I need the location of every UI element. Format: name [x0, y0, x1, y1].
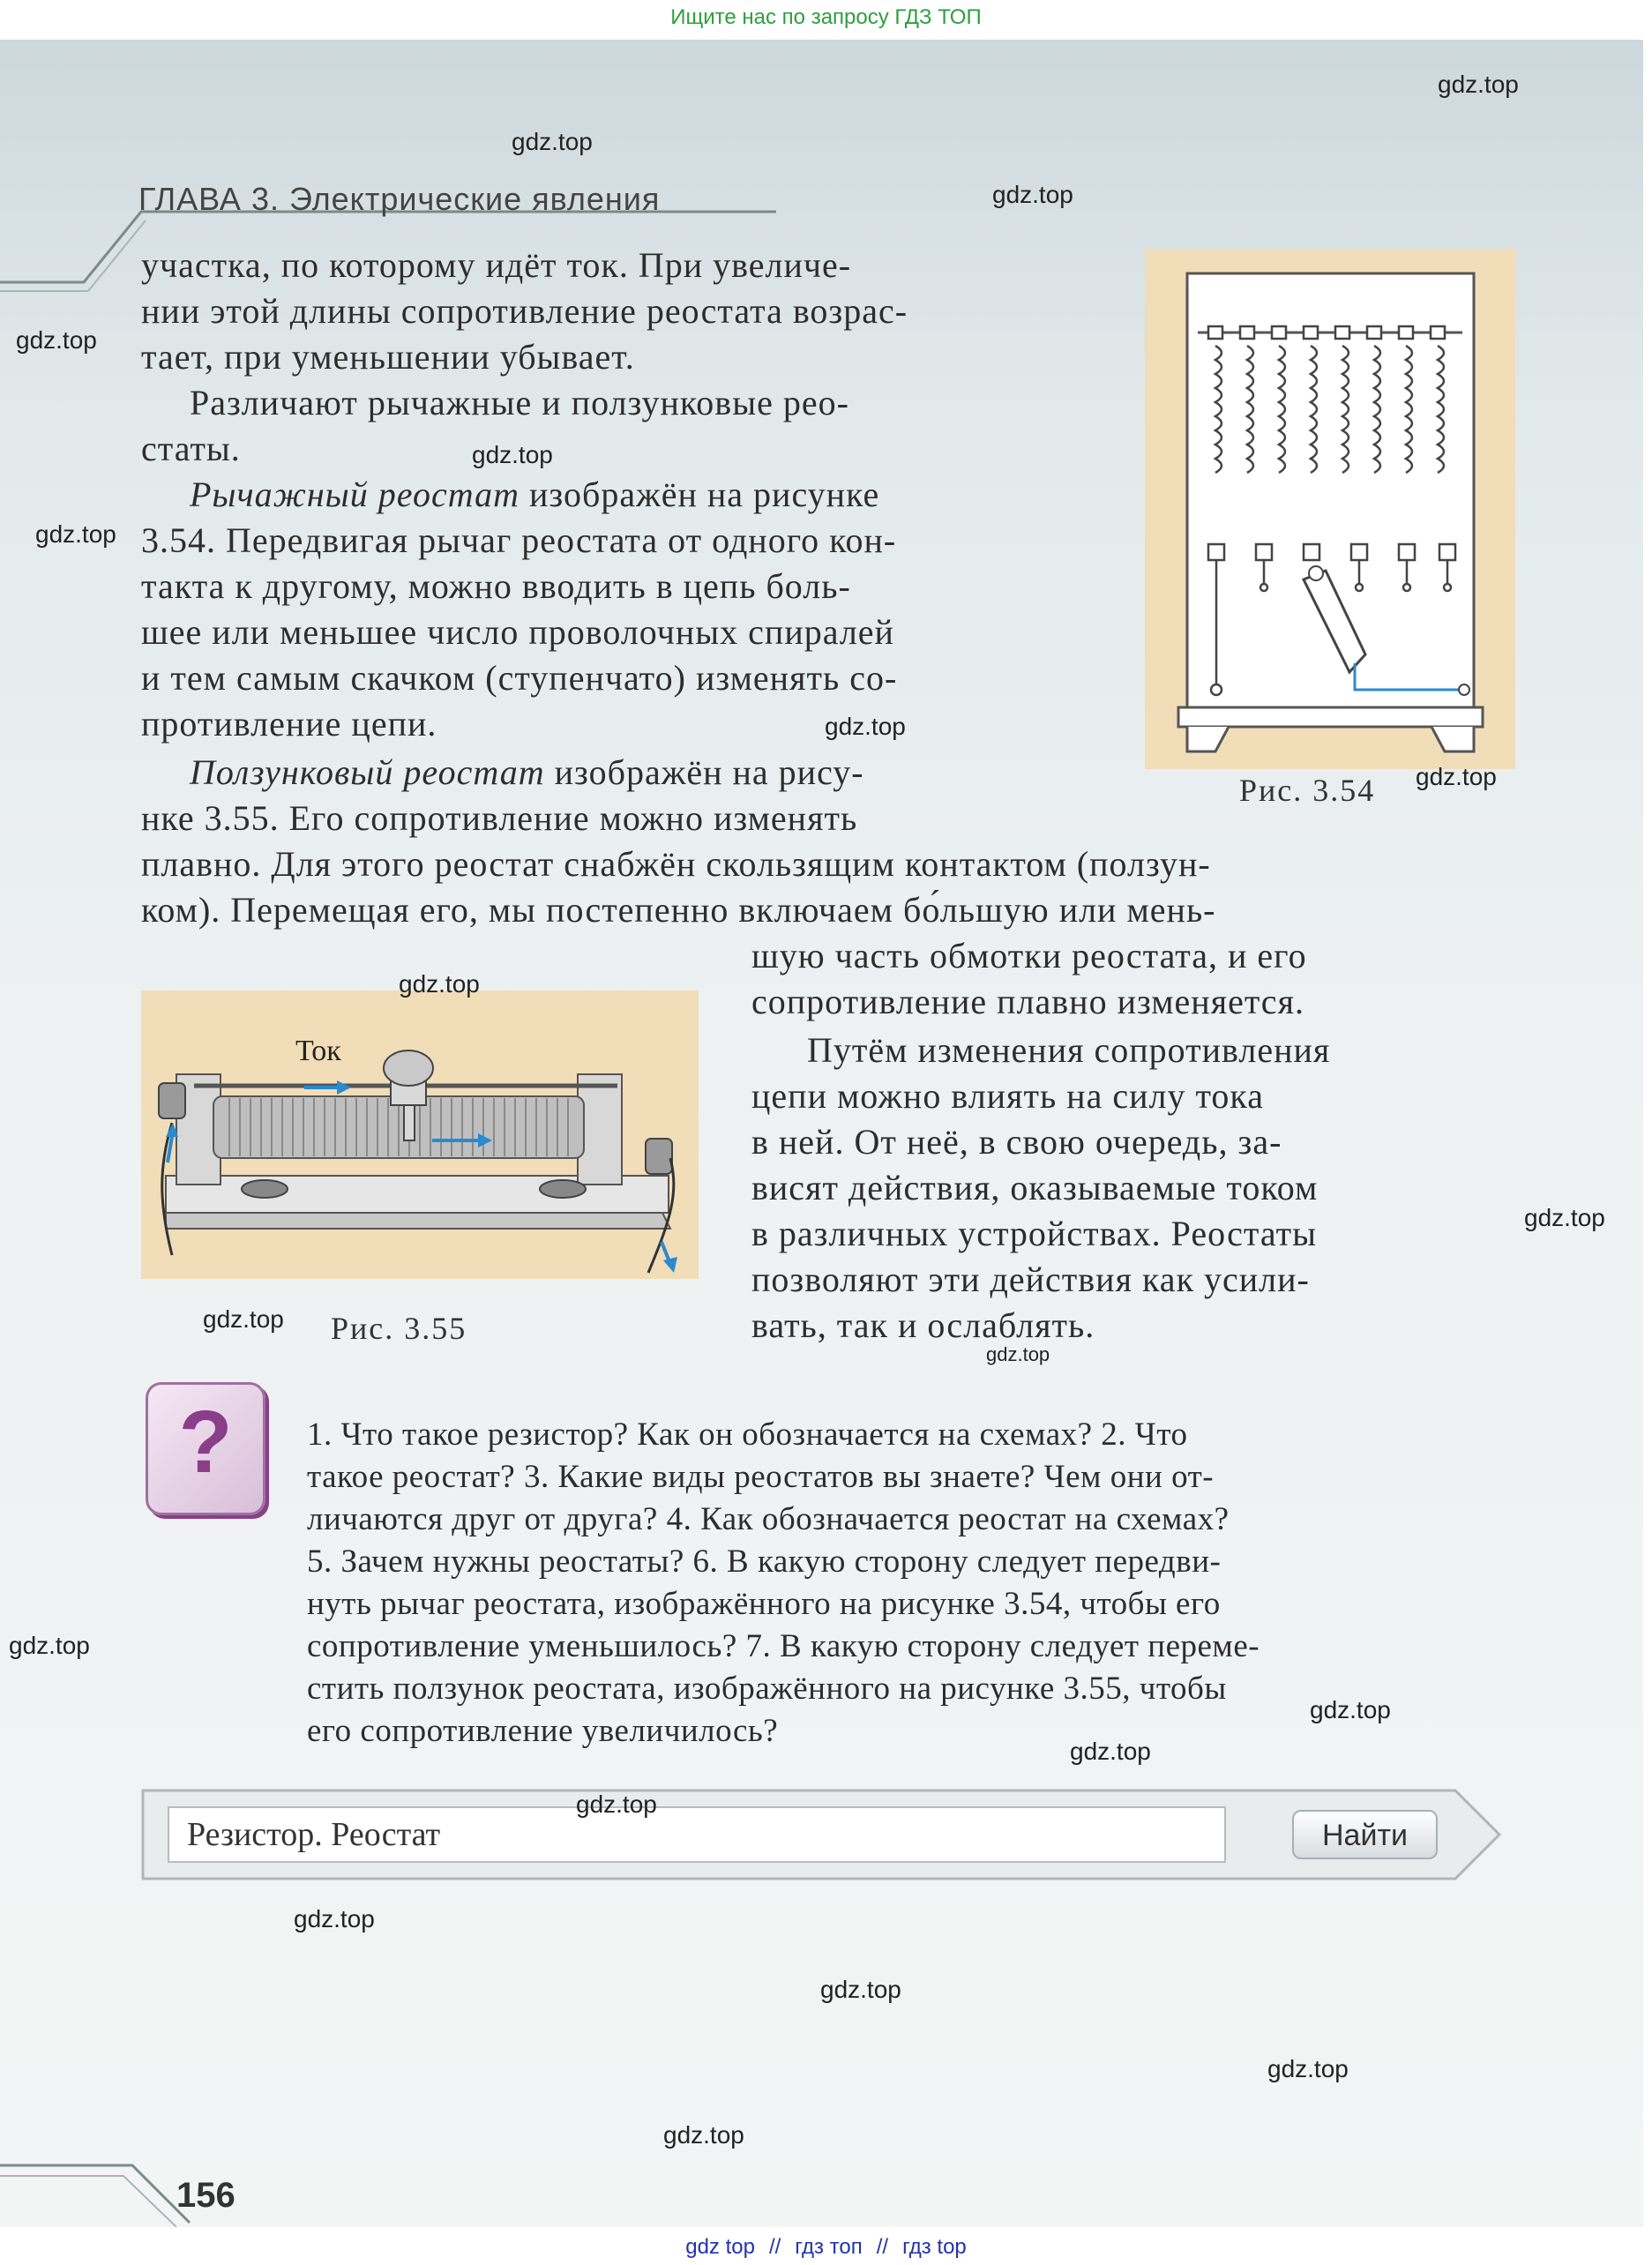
text-line: шее или меньшее число проволочных спиралей [141, 612, 894, 652]
link-gdz-top-mixed[interactable]: гдз top [902, 2235, 967, 2259]
text-line: нии этой длины сопротивление реостата возрас- [141, 291, 908, 331]
text-line: в ней. От неё, в свою очередь, за- [751, 1122, 1282, 1162]
link-gdz-top-ru[interactable]: гдз топ [795, 2235, 863, 2259]
chapter-header: ГЛАВА 3. Электрические явления [138, 181, 661, 217]
text-line [190, 750, 864, 796]
figure-3-55 [141, 990, 699, 1279]
text-line [190, 472, 879, 518]
question-line: стить ползунок реостата, изображённого на рисунке 3.55, чтобы [307, 1671, 1227, 1707]
question-line: личаются друг от друга? 4. Как обозначается реостат на схемах? [307, 1501, 1230, 1537]
text-line: статы. [141, 429, 241, 468]
watermark: gdz.top [576, 1790, 657, 1818]
watermark: gdz.top [992, 181, 1073, 208]
watermark: gdz.top [820, 1976, 901, 2003]
link-gdz-top[interactable]: gdz top [685, 2235, 755, 2259]
search-input[interactable]: Резистор. Реостат [168, 1806, 1226, 1863]
figure-3-55-caption: Рис. 3.55 [331, 1311, 467, 1346]
text-line: Путём изменения сопротивления [807, 1030, 1331, 1070]
question-line: сопротивление уменьшилось? 7. В какую сторону следует переме- [307, 1628, 1260, 1664]
watermark: gdz.top [663, 2121, 744, 2149]
watermark: gdz.top [399, 970, 480, 998]
text-line: цепи можно влиять на силу тока [751, 1076, 1264, 1116]
text-line: участка, по которому идёт ток. При увеличе- [141, 245, 852, 285]
textbook-page [0, 40, 1643, 2227]
watermark: gdz.top [825, 713, 906, 740]
text-span: изображён на рису- [544, 752, 864, 792]
link-separator: // [876, 2235, 889, 2259]
text-line: тает, при уменьшении убывает. [141, 337, 635, 377]
text-line: и тем самым скачком (ступенчато) изменять со- [141, 658, 898, 698]
text-line: плавно. Для этого реостат снабжён скользящим контактом (ползун- [141, 844, 1211, 884]
question-line: такое реостат? 3. Какие виды реостатов вы знаете? Чем они от- [307, 1459, 1215, 1495]
question-icon-box [146, 1382, 265, 1515]
watermark: gdz.top [512, 128, 593, 155]
text-line: нке 3.55. Его сопротивление можно изменять [141, 798, 858, 838]
link-separator: // [768, 2235, 781, 2259]
text-line: противление цепи. [141, 704, 437, 744]
question-line: его сопротивление увеличилось? [307, 1713, 779, 1749]
top-banner: Ищите нас по запросу ГДЗ ТОП [670, 5, 982, 29]
question-line: нуть рычаг реостата, изображённого на рисунке 3.54, чтобы его [307, 1586, 1221, 1622]
watermark: gdz.top [1070, 1738, 1151, 1765]
question-mark-icon: ? [178, 1393, 233, 1491]
text-line: в различных устройствах. Реостаты [751, 1214, 1317, 1253]
watermark: gdz.top [1438, 71, 1519, 98]
lever-rheostat-illustration [1145, 249, 1515, 769]
term-lever-rheostat: Рычажный реостат [190, 475, 520, 514]
text-line: 3.54. Передвигая рычаг реостата от одного кон- [141, 520, 897, 560]
text-line: ком). Перемещая его, мы постепенно включаем бо́льшую или мень- [141, 890, 1216, 930]
text-line: сопротивление плавно изменяется. [751, 982, 1304, 1021]
text-line: висят действия, оказываемые током [751, 1168, 1319, 1207]
question-line: 1. Что такое резистор? Как он обозначается на схемах? 2. Что [307, 1417, 1188, 1453]
watermark: gdz.top [1267, 2055, 1349, 2082]
text-line: такта к другому, можно вводить в цепь боль- [141, 566, 851, 606]
watermark: gdz.top [9, 1632, 90, 1659]
watermark: gdz.top [1524, 1204, 1605, 1231]
search-button[interactable]: Найти [1292, 1810, 1438, 1859]
watermark: gdz.top [16, 326, 97, 354]
question-line: 5. Зачем нужны реостаты? 6. В какую сторону следует передви- [307, 1544, 1222, 1580]
current-label: Ток [295, 1035, 341, 1067]
text-line: Различают рычажные и ползунковые рео- [190, 383, 849, 422]
watermark: gdz.top [1416, 763, 1497, 790]
text-span: изображён на рисунке [520, 475, 880, 514]
watermark: gdz.top [203, 1305, 284, 1333]
text-line: вать, так и ослаблять. [751, 1305, 1095, 1345]
page-number: 156 [176, 2176, 235, 2215]
figure-3-54-caption: Рис. 3.54 [1239, 773, 1376, 808]
figure-3-54 [1145, 249, 1515, 769]
watermark: gdz.top [472, 441, 553, 468]
watermark: gdz.top [294, 1905, 375, 1932]
bottom-links [0, 2230, 1652, 2265]
term-slider-rheostat: Ползунковый реостат [190, 752, 545, 792]
text-line: позволяют эти действия как усили- [751, 1260, 1310, 1299]
search-bar [141, 1782, 1504, 1888]
watermark: gdz.top [986, 1343, 1050, 1365]
slider-rheostat-illustration [141, 990, 699, 1279]
text-line: шую часть обмотки реостата, и его [751, 936, 1307, 976]
watermark: gdz.top [35, 520, 116, 548]
watermark: gdz.top [1310, 1696, 1391, 1723]
